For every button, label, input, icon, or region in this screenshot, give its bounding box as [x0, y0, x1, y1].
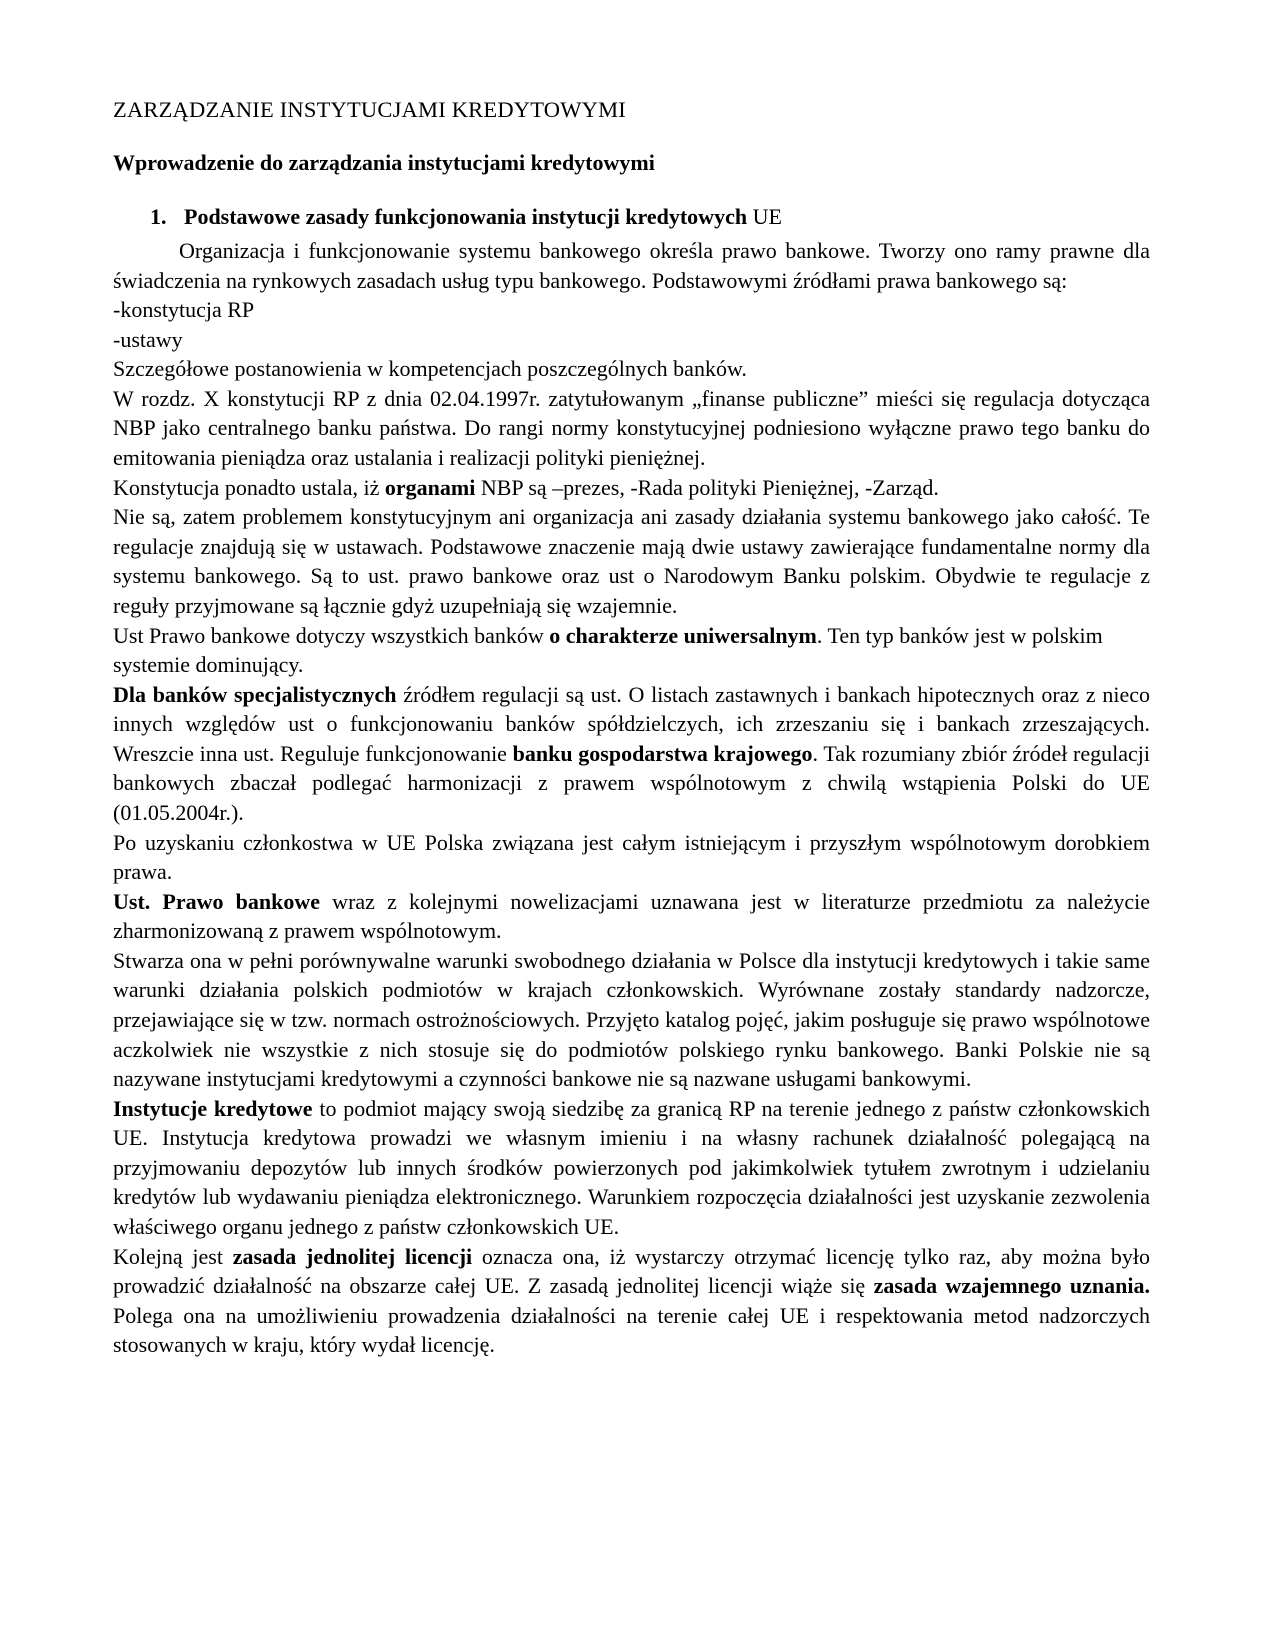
paragraph-11-bold-instytucje-kredytowe: Instytucje kredytowe — [113, 1095, 313, 1121]
list-item-label-bold: Podstawowe zasady funkcjonowania instytucji kredytowych — [184, 204, 748, 230]
paragraph-4-bold-organami: organami — [384, 474, 476, 500]
paragraph-11 — [113, 1094, 1150, 1242]
paragraph-9-text: wraz z kolejnymi nowelizacjami uznawana jest w literaturze przedmiotu za należycie zharmonizowaną z prawem wspólnotowym. — [113, 888, 1150, 944]
paragraph-12 — [113, 1242, 1150, 1360]
paragraph-7-bold-specjalistycznych: Dla banków specjalistycznych — [113, 681, 397, 707]
paragraph-6 — [113, 621, 1150, 680]
paragraph-12-text-c: Polega ona na umożliwieniu prowadzenia działalności na terenie całej UE i respektowania metod nadzorczych stosowanych w kraju, który wydał licencję. — [113, 1302, 1150, 1358]
paragraph-12-bold-zasada-jednolitej-licencji: zasada jednolitej licencji — [232, 1243, 473, 1269]
paragraph-6-text-b: . Ten typ banków jest w polskim systemie dominujący. — [113, 622, 1103, 678]
paragraph-6-bold-uniwersalnym: o charakterze uniwersalnym — [549, 622, 817, 648]
numbered-list-item-1 — [113, 203, 1150, 232]
paragraph-5: Nie są, zatem problemem konstytucyjnym ani organizacja ani zasady działania systemu bankowego jako całość. Te regulacje znajdują się w ustawach. Podstawowe znaczenie mają dwie ustawy zawierające fundamentalne normy dla systemu bankowego. Są to ust. prawo bankowe oraz ust o Narodowym Banku polskim. Obydwie te regulacje z reguły przyjmowane są łącznie gdyż uzupełniają się wzajemnie. — [113, 504, 1150, 618]
paragraph-11-text: to podmiot mający swoją siedzibę za granicą RP na terenie jednego z państw członkowskich UE. Instytucja kredytowa prowadzi we własnym imieniu i na własny rachunek działalność polegającą na przyjmowaniu depozytów lub innych środków powierzonych pod jakimkolwiek tytułem zwrotnym i udzielaniu kredytów lub wydawaniu pieniądza elektronicznego. Warunkiem rozpoczęcia działalności jest uzyskanie zezwolenia właściwego organu jednego z państw członkowskich UE. — [113, 1095, 1151, 1240]
list-item-label-regular: UE — [747, 204, 782, 230]
document-content — [113, 96, 1150, 1360]
paragraph-9-bold-ust-prawo-bankowe: Ust. Prawo bankowe — [113, 888, 321, 914]
paragraph-12-bold-zasada-wzajemnego-uznania: zasada wzajemnego uznania. — [873, 1273, 1150, 1299]
paragraph-4-text-a: Konstytucja ponadto ustala, iż — [113, 474, 385, 500]
paragraph-6-text-a: Ust Prawo bankowe dotyczy wszystkich banków — [113, 622, 550, 648]
bullet-ustawy: -ustawy — [113, 326, 183, 352]
paragraph-12-text-a: Kolejną jest — [113, 1243, 233, 1269]
paragraph-12-text-b: oznacza ona, iż wystarczy otrzymać licencję tylko raz, aby można było prowadzić działalność na obszarze całej UE. Z zasadą jednolitej licencji wiąże się — [113, 1243, 1150, 1299]
paragraph-7-bold-banku-gospodarstwa: banku gospodarstwa krajowego — [512, 740, 813, 766]
paragraph-7-text-b: . Tak rozumiany zbiór źródeł regulacji bankowych zbaczał podlegać harmonizacji z prawem wspólnotowym z chwilą wstąpienia Polski do UE (01.05.2004r.). — [113, 740, 1150, 825]
paragraph-10: Stwarza ona w pełni porównywalne warunki swobodnego działania w Polsce dla instytucji kredytowych i takie same warunki działania polskich podmiotów w krajach członkowskich. Wyrównane zostały standardy nadzorcze, przejawiające się w tzw. normach ostrożnościowych. Przyjęto katalog pojęć, jakim posługuje się prawo wspólnotowe aczkolwiek nie wszystkie z nich stosuje się do podmiotów polskiego rynku bankowego. Banki Polskie nie są nazywane instytucjami kredytowymi a czynności bankowe nie są nazwane usługami bankowymi. — [113, 947, 1150, 1092]
paragraph-3: W rozdz. X konstytucji RP z dnia 02.04.1997r. zatytułowanym „finanse publiczne” mieści się regulacja dotycząca NBP jako centralnego banku państwa. Do rangi normy konstytucyjnej podniesiono wyłączne prawo tego banku do emitowania pieniądza oraz ustalania i realizacji polityki pieniężnej. — [113, 385, 1150, 471]
paragraph-7-text-a: źródłem regulacji są ust. O listach zastawnych i bankach hipotecznych oraz z nieco innych względów ust o funkcjonowaniu banków spółdzielczych, ich zrzeszaniu się i bankach zrzeszających. Wreszcie inna ust. Reguluje funkcjonowanie — [113, 681, 1150, 766]
list-item-label — [184, 203, 782, 232]
document-title: ZARZĄDZANIE INSTYTUCJAMI KREDYTOWYMI — [113, 97, 626, 122]
section-heading: Wprowadzenie do zarządzania instytucjami kredytowymi — [113, 149, 655, 175]
paragraph-9 — [113, 887, 1150, 946]
paragraph-1: Organizacja i funkcjonowanie systemu bankowego określa prawo bankowe. Tworzy ono ramy prawne dla świadczenia na rynkowych zasadach usług typu bankowego. Podstawowymi źródłami prawa bankowego są: — [113, 237, 1150, 293]
paragraph-7 — [113, 680, 1150, 828]
list-item-number: 1. — [150, 204, 167, 230]
bullet-konstytucja-rp: -konstytucja RP — [113, 297, 255, 323]
paragraph-4 — [113, 473, 1150, 503]
paragraph-2: Szczegółowe postanowienia w kompetencjach poszczególnych banków. — [113, 356, 747, 382]
paragraph-4-text-b: NBP są –prezes, -Rada polityki Pieniężnej, -Zarząd. — [475, 474, 939, 500]
paragraph-8: Po uzyskaniu członkostwa w UE Polska związana jest całym istniejącym i przyszłym wspólnotowym dorobkiem prawa. — [113, 829, 1150, 885]
